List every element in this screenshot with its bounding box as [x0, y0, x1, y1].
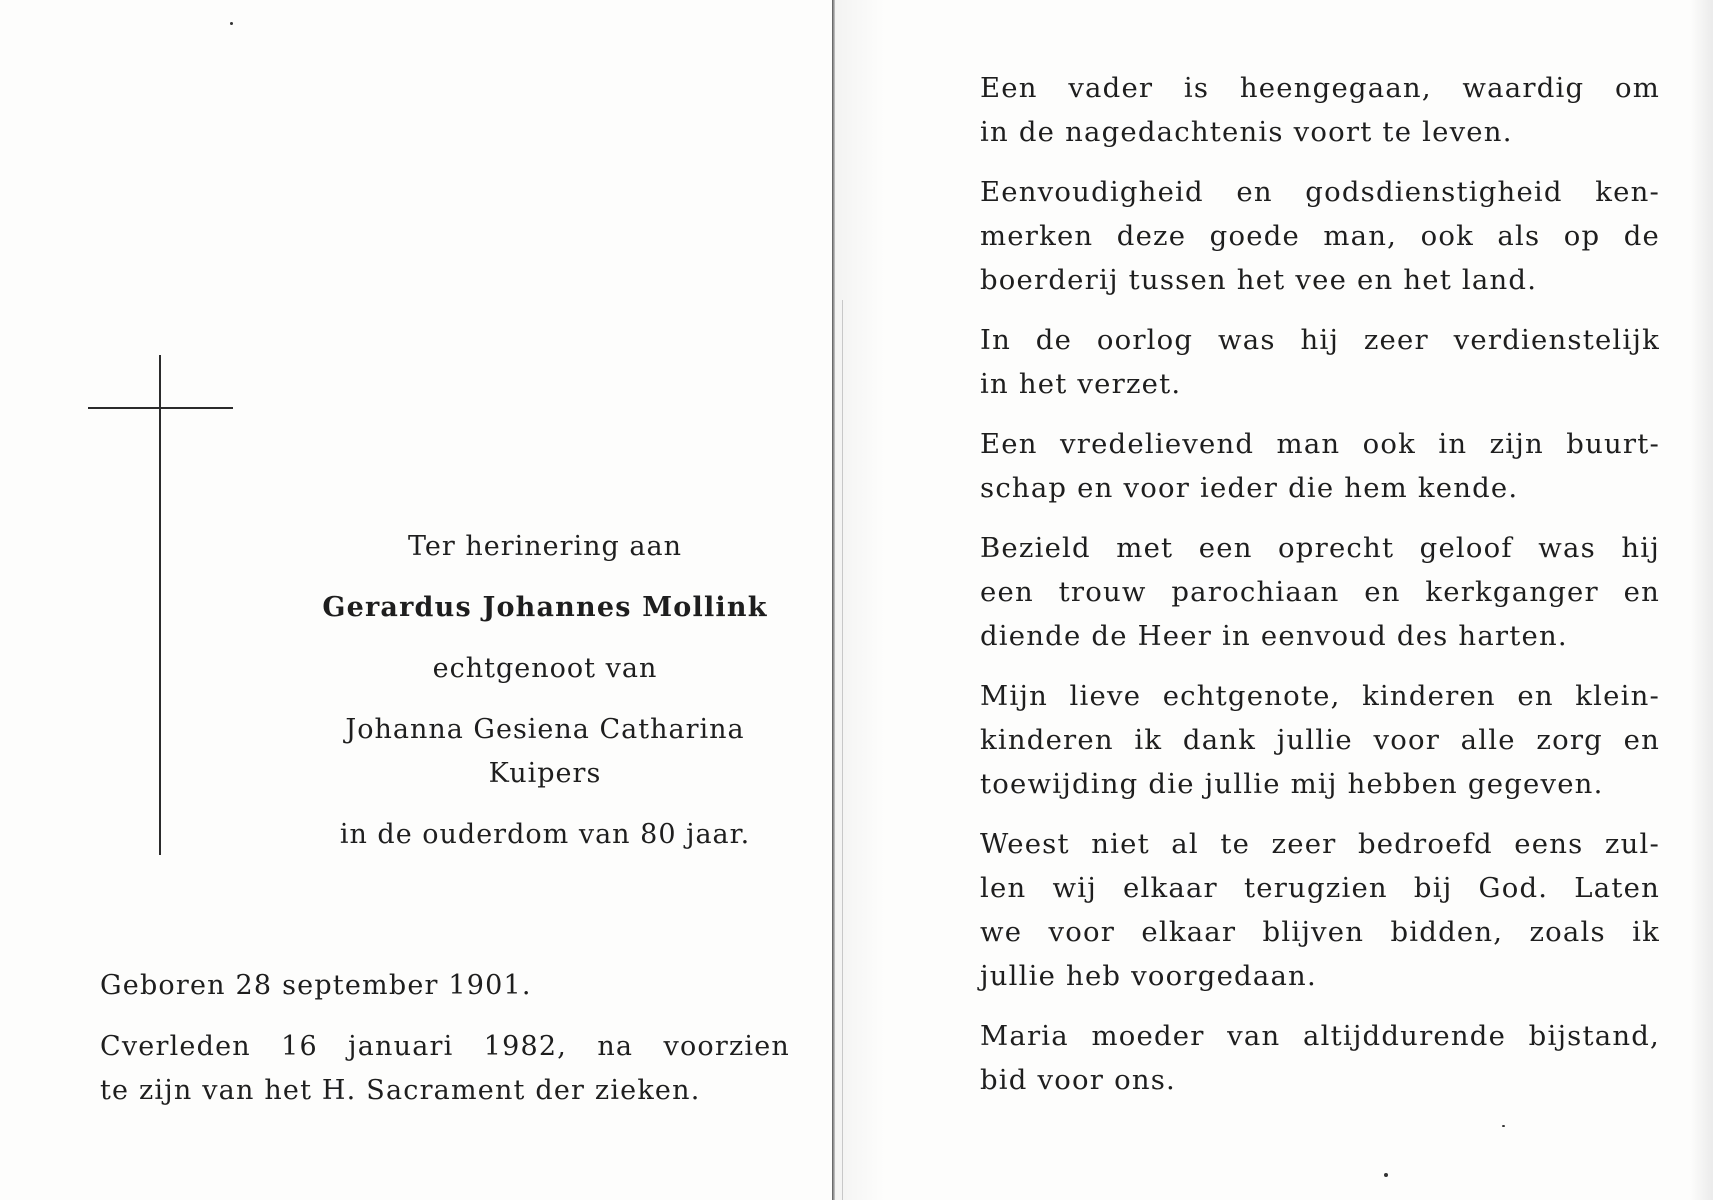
fold-edge-line [842, 300, 843, 1200]
spouse-name-line1: Johanna Gesiena Catharina [345, 714, 745, 745]
paragraph-line: schap en voor ieder die hem kende. [980, 472, 1519, 504]
death-date-line1: Cverleden 16 januari 1982, na voorzien [100, 1031, 790, 1062]
text-paragraph [980, 526, 1660, 658]
cross-vertical-bar [159, 355, 161, 855]
paragraph-line: Bezield met een oprecht geloof was hij [980, 532, 1660, 564]
paragraph-line: In de oorlog was hij zeer verdienstelijk [980, 324, 1660, 356]
intro-text: Ter herinering aan [407, 531, 683, 562]
paragraph-line: Weest niet al te zeer bedroefd eens zul- [980, 828, 1660, 860]
paragraph-line: Een vader is heengegaan, waardig om [980, 72, 1660, 104]
paragraph-line: Mijn lieve echtgenote, kinderen en klein- [980, 680, 1660, 712]
age-line: in de ouderdom van 80 jaar. [339, 819, 751, 850]
paragraph-line: Een vredelievend man ook in zijn buurt- [980, 428, 1660, 460]
paragraph-line: Maria moeder van altijddurende bijstand, [980, 1020, 1660, 1052]
paper-speck [230, 22, 233, 25]
memorial-dedication [300, 525, 790, 857]
paper-speck [1502, 1125, 1505, 1127]
card-right-edge [1690, 0, 1713, 1200]
deceased-name: Gerardus Johannes Mollink [322, 592, 768, 623]
paper-speck [1384, 1173, 1388, 1177]
life-dates [100, 964, 790, 1113]
paragraph-line: een trouw parochiaan en kerkganger en [980, 576, 1660, 608]
text-paragraph [980, 318, 1660, 406]
paragraph-line: merken deze goede man, ook als op de [980, 220, 1660, 252]
paragraph-line: boerderij tussen het vee en het land. [980, 264, 1538, 296]
text-paragraph [980, 66, 1660, 154]
paragraph-line: in het verzet. [980, 368, 1182, 400]
cross-icon [88, 355, 233, 855]
text-paragraph [980, 1014, 1660, 1102]
left-panel [0, 0, 830, 1200]
paragraph-line: Eenvoudigheid en godsdienstigheid ken- [980, 176, 1660, 208]
text-paragraph [980, 674, 1660, 806]
paragraph-line: toewijding die jullie mij hebben gegeven. [980, 768, 1604, 800]
paragraph-line: len wij elkaar terugzien bij God. Laten [980, 872, 1660, 904]
paragraph-line: kinderen ik dank jullie voor alle zorg en [980, 724, 1660, 756]
text-paragraph [980, 822, 1660, 998]
paragraph-line: bid voor ons. [980, 1064, 1177, 1096]
paragraph-line: jullie heb voorgedaan. [980, 960, 1317, 992]
text-paragraph [980, 170, 1660, 302]
paragraph-line: we voor elkaar blijven bidden, zoals ik [980, 916, 1660, 948]
spouse-name-line2: Kuipers [488, 758, 602, 789]
birth-date: Geboren 28 september 1901. [100, 970, 532, 1001]
text-paragraph [980, 422, 1660, 510]
paragraph-line: in de nagedachtenis voort te leven. [980, 116, 1513, 148]
paragraph-line: diende de Heer in eenvoud des harten. [980, 620, 1568, 652]
cross-horizontal-bar [88, 407, 233, 409]
right-panel [980, 66, 1660, 1118]
spouse-intro: echtgenoot van [432, 653, 658, 684]
death-date-line2: te zijn van het H. Sacrament der zieken. [100, 1075, 701, 1106]
